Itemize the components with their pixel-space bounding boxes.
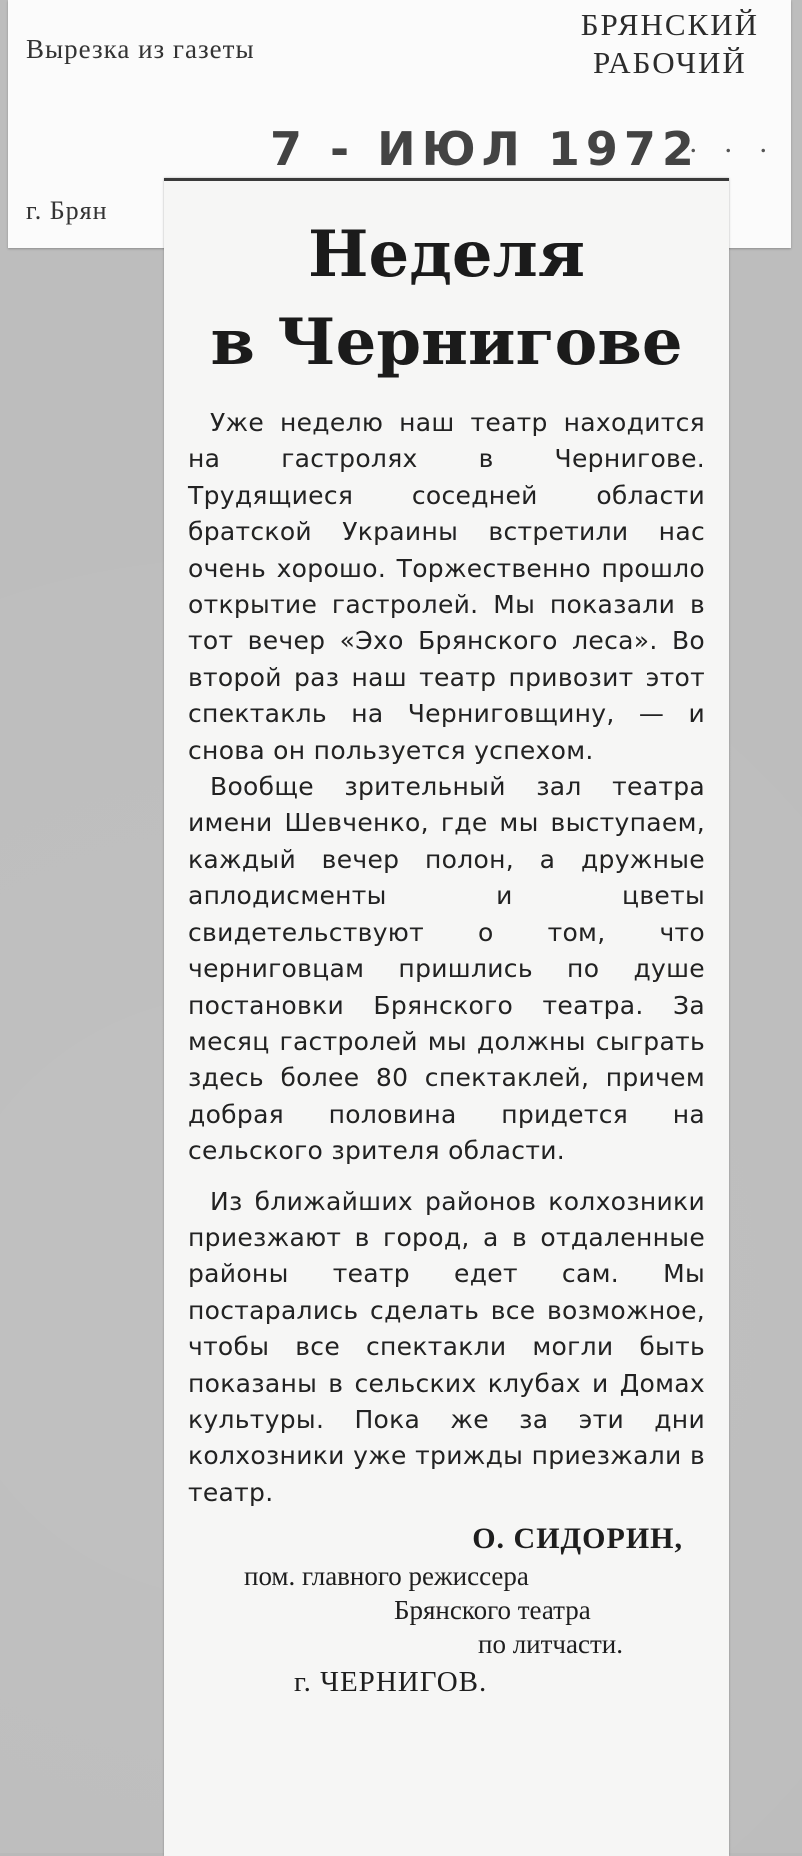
article-body — [188, 405, 705, 1511]
article-paragraph: Вообще зрительный зал театра имени Шевченко, где мы выступаем, каждый вечер полон, а дружные аплодисменты и цветы свидетельствуют о том, что черниговцам пришлись по душе постановки Брянского театра. За месяц гастролей мы должны сыграть здесь более 80 спектаклей, причем добрая половина придется на сельского зрителя области. — [188, 772, 705, 1166]
dateline-city: г. ЧЕРНИГОВ. — [294, 1666, 488, 1699]
headline-line-2: в Чернигове — [210, 305, 683, 380]
author-signature — [188, 1519, 705, 1703]
stamp-dots: . . . — [689, 126, 777, 159]
newspaper-name-line2: РАБОЧИЙ — [592, 45, 747, 80]
author-title-line3: по литчасти. — [478, 1629, 623, 1660]
author-title-line2: Брянского театра — [394, 1595, 591, 1626]
article-headline — [188, 211, 705, 387]
newspaper-name — [581, 6, 759, 82]
stamp-city: г. Брян — [26, 196, 108, 225]
date-stamp: 7 - ИЮЛ 1972 — [270, 122, 700, 176]
author-title-line1: пом. главного режиссера — [244, 1561, 529, 1592]
stamp-label: Вырезка из газеты — [26, 34, 255, 64]
newspaper-name-line1: БРЯНСКИЙ — [580, 7, 759, 42]
headline-line-1: Неделя — [308, 217, 585, 292]
author-name: О. СИДОРИН, — [472, 1522, 683, 1556]
newspaper-clipping — [164, 178, 729, 1856]
article-paragraph: Уже неделю наш театр находится на гастролях в Чернигове. Трудящиеся соседней области братской Украины встретили нас очень хорошо. Торжественно прошло открытие гастролей. Мы показали в тот вечер «Эхо Брянского леса». Во второй раз наш театр привозит этот спектакль на Черниговщину, — и снова он пользуется успехом. — [188, 408, 705, 765]
article — [188, 211, 705, 1703]
article-paragraph: Из ближайших районов колхозники приезжают в город, а в отдаленные районы театр едет сам. Мы постарались сделать все возможное, чтобы все спектакли могли быть показаны в сельских клубах и Домах культуры. Пока же за эти дни колхозники уже трижды приезжали в театр. — [188, 1186, 705, 1507]
